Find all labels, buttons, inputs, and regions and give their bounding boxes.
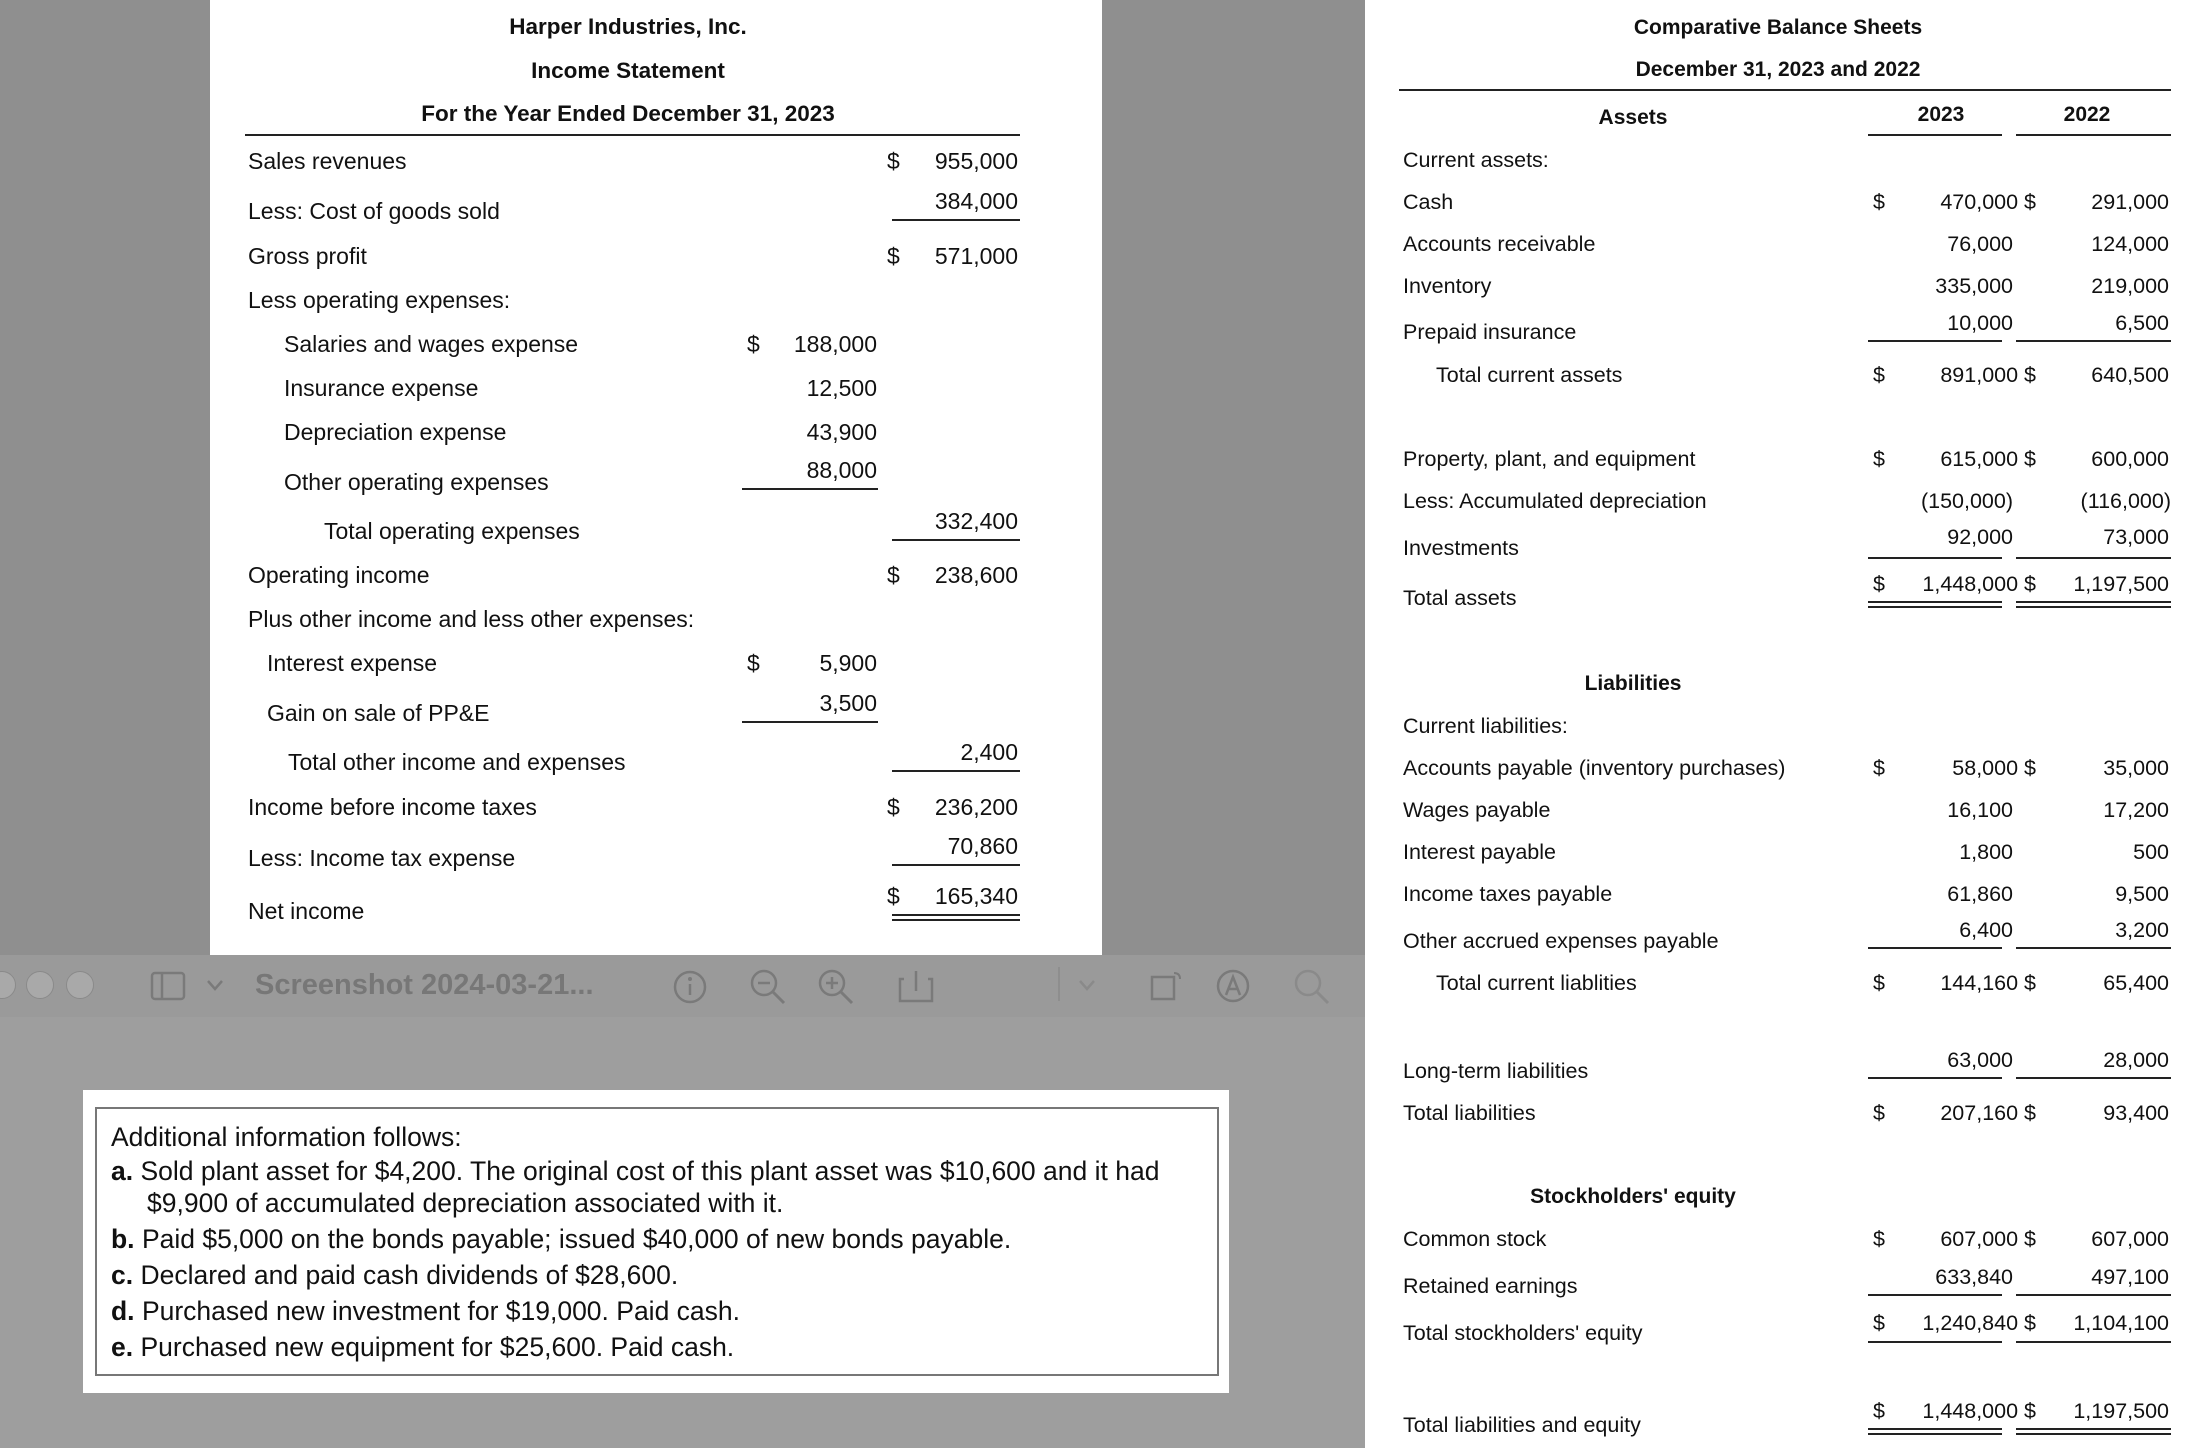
insurance-value: 12,500 (806, 375, 877, 401)
item-letter: b. (111, 1224, 135, 1254)
rule (742, 488, 878, 490)
dollar-sign: $ (887, 243, 900, 269)
list-item (111, 1329, 734, 1365)
search-icon[interactable] (1292, 967, 1332, 1007)
total-current-assets-2023: 891,000 $ (1940, 363, 2036, 387)
total-current-assets-2022: 640,500 (2091, 363, 2169, 387)
total-opex-label: Total operating expenses (324, 518, 580, 544)
chevron-down-icon[interactable] (1078, 979, 1096, 993)
rule (2016, 1294, 2171, 1296)
dollar-sign: $ (887, 794, 900, 820)
document-title[interactable]: Screenshot 2024-03-21... (255, 969, 594, 1001)
double-rule (2016, 1428, 2171, 1435)
rule (892, 219, 1020, 221)
rule (2016, 134, 2171, 136)
total-current-assets-label: Total current assets (1436, 363, 1623, 387)
other-opex-value: 88,000 (806, 457, 877, 483)
net-income-value: 165,340 (934, 883, 1018, 909)
other-income-header: Plus other income and less other expenses: (248, 606, 695, 632)
item-text: Sold plant asset for $4,200. The original cost of this plant asset was $10,600 and it had (140, 1156, 1160, 1186)
item-letter: e. (111, 1332, 134, 1362)
retained-earnings-2022: 497,100 (2091, 1265, 2169, 1289)
income-statement-document (210, 0, 1102, 955)
accounts-payable-2023: 58,000 $ (1952, 756, 2036, 780)
investments-2022: 73,000 (2103, 525, 2169, 549)
common-stock-2023: 607,000 $ (1940, 1227, 2036, 1251)
dollar-sign: $ (1873, 1399, 1885, 1423)
interest-payable-2022: 500 (2133, 840, 2169, 864)
statement-period: For the Year Ended December 31, 2023 (421, 101, 835, 126)
dollar-sign: $ (747, 650, 760, 676)
current-liabilities-label: Current liabilities: (1403, 714, 1568, 738)
header-rule (245, 134, 1020, 136)
wages-payable-2022: 17,200 (2103, 798, 2169, 822)
total-other-value: 2,400 (960, 739, 1018, 765)
ppe-label: Property, plant, and equipment (1403, 447, 1696, 471)
cash-2022: 291,000 (2091, 190, 2169, 214)
list-item (111, 1257, 678, 1293)
tax-value: 70,860 (947, 833, 1018, 859)
accumulated-depreciation-2023: (150,000) (1920, 489, 2013, 513)
income-taxes-payable-2023: 61,860 (1947, 882, 2013, 906)
rule (2016, 1341, 2171, 1343)
rule (1868, 947, 2002, 949)
cash-label: Cash (1403, 190, 1454, 214)
dollar-sign: $ (887, 883, 900, 909)
income-taxes-payable-label: Income taxes payable (1403, 882, 1613, 906)
accumulated-depreciation-2022: (116,000) (2080, 489, 2171, 513)
long-term-liabilities-label: Long-term liabilities (1403, 1059, 1589, 1083)
accounts-payable-2022: 35,000 (2103, 756, 2169, 780)
net-income-label: Net income (248, 898, 365, 924)
other-accrued-label: Other accrued expenses payable (1403, 929, 1719, 953)
other-opex-label: Other operating expenses (284, 469, 549, 495)
rotate-icon[interactable] (1148, 969, 1184, 1003)
double-rule (892, 914, 1020, 921)
double-rule (1868, 601, 2002, 608)
income-statement-window (0, 0, 1365, 958)
assets-header: Assets (1598, 106, 1668, 129)
total-liabilities-2022: 93,400 (2103, 1101, 2169, 1125)
rule (892, 770, 1020, 772)
depreciation-label: Depreciation expense (284, 419, 507, 445)
markup-pen-icon[interactable] (1005, 969, 1045, 1003)
pretax-value: 236,200 (934, 794, 1018, 820)
markup-icon[interactable] (1214, 967, 1252, 1005)
common-stock-label: Common stock (1403, 1227, 1547, 1251)
current-assets-label: Current assets: (1403, 148, 1549, 172)
balance-sheet-title: Comparative Balance Sheets (1633, 16, 1923, 39)
statement-title: Income Statement (531, 58, 725, 83)
rule (2016, 947, 2171, 949)
dollar-sign: $ (887, 562, 900, 588)
dollar-sign: $ (1873, 190, 1885, 214)
zoom-out-icon[interactable] (748, 967, 788, 1007)
depreciation-value: 43,900 (806, 419, 877, 445)
pretax-label: Income before income taxes (248, 794, 537, 820)
total-liabilities-equity-2023: 1,448,000 $ (1922, 1399, 2036, 1423)
wages-payable-label: Wages payable (1403, 798, 1551, 822)
total-other-label: Total other income and expenses (288, 749, 626, 775)
chevron-down-icon[interactable] (206, 979, 224, 993)
share-icon[interactable] (898, 967, 934, 1005)
rule (1868, 1341, 2002, 1343)
interest-expense-label: Interest expense (267, 650, 438, 676)
cogs-label: Less: Cost of goods sold (248, 198, 500, 224)
ar-2023: 76,000 (1947, 232, 2013, 256)
dollar-sign: $ (1873, 1311, 1885, 1335)
column-2023: 2023 (1917, 103, 1965, 126)
company-name: Harper Industries, Inc. (509, 14, 747, 39)
ppe-2023: 615,000 $ (1940, 447, 2036, 471)
item-letter: c. (111, 1260, 134, 1290)
total-liabilities-label: Total liabilities (1403, 1101, 1536, 1125)
retained-earnings-label: Retained earnings (1403, 1274, 1578, 1298)
total-current-liabilities-2023: 144,160 $ (1940, 971, 2036, 995)
accounts-payable-label: Accounts payable (inventory purchases) (1403, 756, 1786, 780)
interest-payable-label: Interest payable (1403, 840, 1556, 864)
list-item (111, 1221, 1011, 1257)
balance-sheet-date: December 31, 2023 and 2022 (1635, 58, 1921, 81)
total-liabilities-2023: 207,160 $ (1940, 1101, 2036, 1125)
total-liabilities-equity-label: Total liabilities and equity (1403, 1413, 1641, 1437)
header-rule (1399, 89, 2171, 91)
rule (1868, 1294, 2002, 1296)
zoom-button[interactable] (66, 971, 94, 999)
other-accrued-2023: 6,400 (1959, 918, 2013, 942)
gross-profit-label: Gross profit (248, 243, 367, 269)
rule (892, 864, 1020, 866)
total-equity-label: Total stockholders' equity (1403, 1321, 1643, 1345)
sales-label: Sales revenues (248, 148, 407, 174)
list-item (111, 1153, 1159, 1189)
interest-expense-value: 5,900 (819, 650, 877, 676)
rule (1868, 134, 2002, 136)
accumulated-depreciation-label: Less: Accumulated depreciation (1403, 489, 1707, 513)
cash-2023: 470,000 $ (1940, 190, 2036, 214)
rule (1868, 557, 2002, 559)
gain-label: Gain on sale of PP&E (267, 700, 490, 726)
rule (1868, 340, 2002, 342)
ar-2022: 124,000 (2091, 232, 2169, 256)
double-rule (2016, 601, 2171, 608)
liabilities-header: Liabilities (1584, 672, 1682, 695)
list-item (111, 1293, 740, 1329)
inventory-2023: 335,000 (1935, 274, 2013, 298)
rule (742, 721, 878, 723)
close-button[interactable] (0, 971, 16, 999)
sidebar-icon[interactable] (150, 969, 186, 1003)
dollar-sign: $ (1873, 756, 1885, 780)
balance-sheet-document (1365, 0, 2196, 1448)
operating-income-value: 238,600 (934, 562, 1018, 588)
rule (2016, 340, 2171, 342)
item-text-continued: $9,900 of accumulated depreciation associated with it. (147, 1188, 784, 1218)
item-text: Purchased new equipment for $25,600. Paid cash. (140, 1332, 735, 1362)
long-term-liabilities-2022: 28,000 (2103, 1048, 2169, 1072)
dollar-sign: $ (1873, 363, 1885, 387)
ppe-2022: 600,000 (2091, 447, 2169, 471)
dollar-sign: $ (1873, 447, 1885, 471)
minimize-button[interactable] (26, 971, 54, 999)
total-opex-value: 332,400 (934, 508, 1018, 534)
dollar-sign: $ (1873, 1227, 1885, 1251)
inventory-label: Inventory (1403, 274, 1492, 298)
column-2022: 2022 (2063, 103, 2111, 126)
rule (1868, 1077, 2002, 1079)
dollar-sign: $ (747, 331, 760, 357)
ar-label: Accounts receivable (1403, 232, 1596, 256)
operating-income-label: Operating income (248, 562, 430, 588)
total-assets-2023: 1,448,000 $ (1922, 572, 2036, 596)
preview-toolbar (0, 955, 1365, 1017)
double-rule (1868, 1428, 2002, 1435)
prepaid-2022: 6,500 (2115, 311, 2169, 335)
total-current-liabilities-2022: 65,400 (2103, 971, 2169, 995)
inventory-2022: 219,000 (2091, 274, 2169, 298)
rule (2016, 1077, 2171, 1079)
info-icon[interactable] (672, 969, 708, 1005)
prepaid-2023: 10,000 (1947, 311, 2013, 335)
opex-header: Less operating expenses: (248, 287, 511, 313)
item-text: Declared and paid cash dividends of $28,600. (140, 1260, 679, 1290)
investments-2023: 92,000 (1947, 525, 2013, 549)
interest-payable-2023: 1,800 (1959, 840, 2013, 864)
rule (2016, 557, 2171, 559)
total-equity-2022: 1,104,100 (2073, 1311, 2169, 1335)
retained-earnings-2023: 633,840 (1935, 1265, 2013, 1289)
additional-info-box (95, 1107, 1219, 1376)
item-letter: a. (111, 1156, 134, 1186)
insurance-label: Insurance expense (284, 375, 479, 401)
additional-info-heading: Additional information follows: (111, 1122, 462, 1152)
income-taxes-payable-2022: 9,500 (2115, 882, 2169, 906)
other-accrued-2022: 3,200 (2115, 918, 2169, 942)
dollar-sign: $ (1873, 572, 1885, 596)
common-stock-2022: 607,000 (2091, 1227, 2169, 1251)
item-text: Purchased new investment for $19,000. Paid cash. (141, 1296, 741, 1326)
dollar-sign: $ (887, 148, 900, 174)
total-assets-label: Total assets (1403, 586, 1517, 610)
total-equity-2023: 1,240,840 $ (1922, 1311, 2036, 1335)
item-letter: d. (111, 1296, 135, 1326)
item-text: Paid $5,000 on the bonds payable; issued $40,000 of new bonds payable. (141, 1224, 1012, 1254)
total-assets-2022: 1,197,500 (2073, 572, 2169, 596)
zoom-in-icon[interactable] (816, 967, 856, 1007)
salaries-label: Salaries and wages expense (284, 331, 579, 357)
gross-profit-value: 571,000 (934, 243, 1018, 269)
prepaid-label: Prepaid insurance (1403, 320, 1577, 344)
total-liabilities-equity-2022: 1,197,500 (2073, 1399, 2169, 1423)
cogs-value: 384,000 (934, 188, 1018, 214)
rule (892, 539, 1020, 541)
total-current-liabilities-label: Total current liablities (1436, 971, 1637, 995)
salaries-value: 188,000 (793, 331, 877, 357)
sales-value: 955,000 (934, 148, 1018, 174)
tax-label: Less: Income tax expense (248, 845, 516, 871)
gain-value: 3,500 (819, 690, 877, 716)
long-term-liabilities-2023: 63,000 (1947, 1048, 2013, 1072)
equity-header: Stockholders' equity (1530, 1185, 1736, 1208)
toolbar-divider (1058, 967, 1060, 1001)
wages-payable-2023: 16,100 (1947, 798, 2013, 822)
dollar-sign: $ (1873, 971, 1885, 995)
dollar-sign: $ (1873, 1101, 1885, 1125)
investments-label: Investments (1403, 536, 1519, 560)
